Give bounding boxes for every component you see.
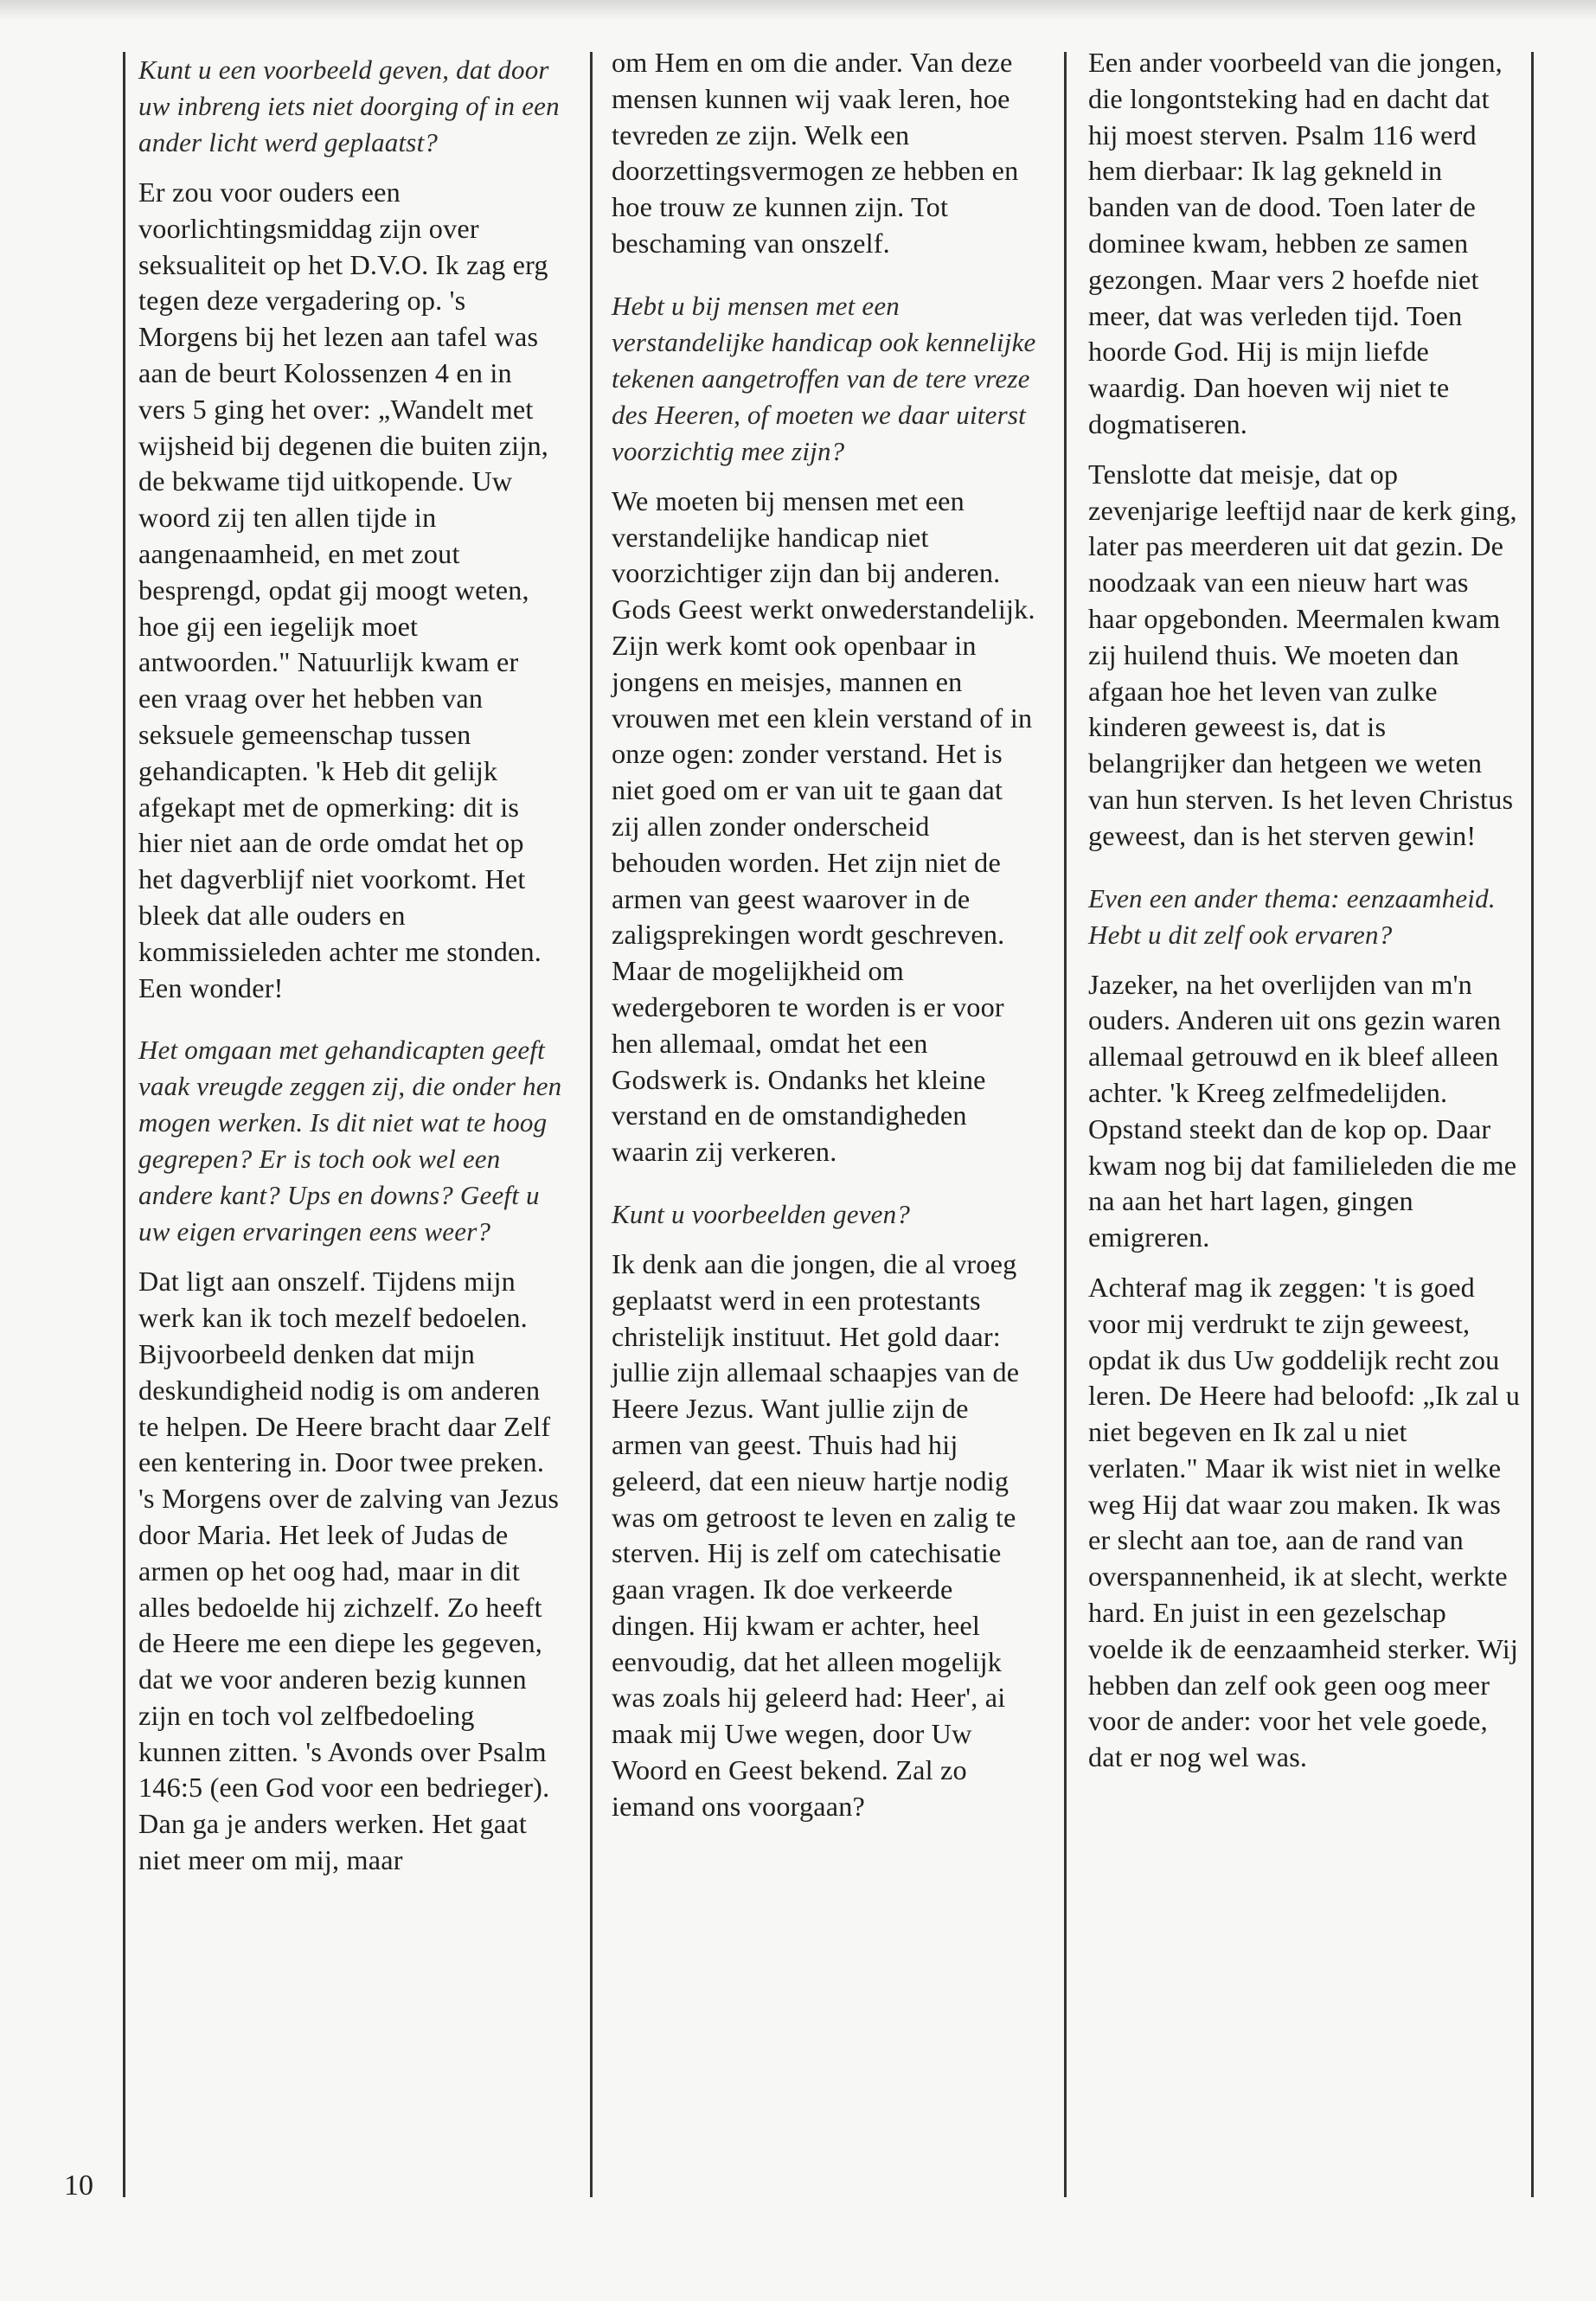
interview-answer: Er zou voor ouders een voorlichtingsmiddag zijn over seksualiteit op het D.V.O. Ik zag erg tegen deze vergadering op. 's Morgens bij het lezen aan tafel was aan de beurt Kolossenzen 4 en in vers 5 ging het over: „Wandelt met wijsheid bij degenen die buiten zijn, de bekwame tijd uitkopende. Uw woord zij ten allen tijde in aangenaamheid, en met zout besprengd, opdat gij moogt weten, hoe gij een iegelijk moet antwoorden." Natuurlijk kwam er een vraag over het hebben van seksuele gemeenschap tussen gehandicapten. 'k Heb dit gelijk afgekapt met de opmerking: dit is hier niet aan de orde omdat het op het dagverblijf niet voorkomt. Het bleek dat alle ouders en kommissieleden achter me stonden. Een wonder!	[138, 176, 549, 1003]
interview-question: Even een ander thema: eenzaamheid. Hebt u dit zelf ook ervaren?	[1088, 882, 1496, 950]
interview-answer: Een ander voorbeeld van die jongen, die longontsteking had en dacht dat hij moest sterven. Psalm 116 werd hem dierbaar: Ik lag gekneld in banden van de dood. Toen later de dominee kwam, hebben ze samen gezongen. Maar vers 2 hoefde niet meer, dat was verleden tijd. Toen hoorde God. Hij is mijn liefde waardig. Dan hoeven wij niet te dogmatiseren.	[1088, 47, 1503, 439]
text-column-2	[612, 45, 1037, 1839]
text-column-3	[1088, 45, 1521, 1790]
interview-answer: Ik denk aan die jongen, die al vroeg geplaatst werd in een protestants christelijk instituut. Het gold daar: jullie zijn allemaal schaapjes van de Heere Jezus. Want jullie zijn de armen van geest. Thuis had hij geleerd, dat een nieuw hartje nodig was om getroost te leven en zalig te sterven. Hij is zelf om catechisatie gaan vragen. Ik doe verkeerde dingen. Hij kwam er achter, heel eenvoudig, dat het alleen mogelijk was zoals hij geleerd had: Heer', ai maak mij Uwe wegen, door Uw Woord en Geest bekend. Zal zo iemand ons voorgaan?	[612, 1247, 1020, 1822]
interview-answer: Dat ligt aan onszelf. Tijdens mijn werk kan ik toch mezelf bedoelen. Bijvoorbeeld denken dat mijn deskundigheid nodig is om anderen te helpen. De Heere bracht daar Zelf een kentering in. Door twee preken. 's Morgens over de zalving van Jezus door Maria. Het leek of Judas de armen op het oog had, maar in dit alles bedoelde hij zichzelf. Zo heeft de Heere me een diepe les gegeven, dat we voor anderen bezig kunnen zijn en toch vol zelfbedoeling kunnen zitten. 's Avonds over Psalm 146:5 (een God voor een bedrieger). Dan ga je anders werken. Het gaat niet meer om mij, maar	[138, 1266, 560, 1876]
interview-answer: om Hem en om die ander. Van deze mensen kunnen wij vaak leren, hoe tevreden ze zijn. Welk een doorzettingsvermogen ze hebben en hoe trouw ze kunnen zijn. Tot beschaming van onszelf.	[612, 47, 1019, 259]
interview-answer: Jazeker, na het overlijden van m'n ouders. Anderen uit ons gezin waren allemaal getrouwd en ik bleef alleen achter. 'k Kreeg zelfmedelijden. Opstand steekt dan de kop op. Daar kwam nog bij dat familieleden die me na aan het hart lagen, gingen emigreren.	[1088, 968, 1517, 1253]
column-rule-right	[1531, 52, 1534, 2197]
text-column-1	[138, 45, 562, 1893]
interview-question: Het omgaan met gehandicapten geeft vaak vreugde zeggen zij, die onder hen mogen werken. Is dit niet wat te hoog gegrepen? Er is toch ook wel een andere kant? Ups en downs? Geeft u uw eigen ervaringen eens weer?	[138, 1035, 562, 1247]
interview-answer: Tenslotte dat meisje, dat op zevenjarige leeftijd naar de kerk ging, later pas meerderen uit dat gezin. De noodzaak van een nieuw hart was haar opgebonden. Meermalen kwam zij huilend thuis. We moeten dan afgaan hoe het leven van zulke kinderen geweest is, dat is belangrijker dan hetgeen we weten van hun sterven. Is het leven Christus geweest, dan is het sterven gewin!	[1088, 458, 1517, 851]
page-number: 10	[64, 2170, 93, 2202]
interview-answer: Achteraf mag ik zeggen: 't is goed voor mij verdrukt te zijn geweest, opdat ik dus Uw goddelijk recht zou leren. De Heere had beloofd: „Ik zal u niet begeven en Ik zal u niet verlaten." Maar ik wist niet in welke weg Hij dat waar zou maken. Ik was er slecht aan toe, aan de rand van overspannenheid, ik at slecht, werkte hard. En juist in een gezelschap voelde ik de eenzaamheid sterker. Wij hebben dan zelf ook geen oog meer voor de ander: voor het vele goede, dat er nog wel was.	[1088, 1271, 1521, 1773]
interview-answer: We moeten bij mensen met een verstandelijke handicap niet voorzichtiger zijn dan bij anderen. Gods Geest werkt onwederstandelijk. Zijn werk komt ook openbaar in jongens en meisjes, mannen en vrouwen met een klein verstand of in onze ogen: zonder verstand. Het is niet goed om er van uit te gaan dat zij allen zonder onderscheid behouden worden. Het zijn niet de armen van geest waarover in de zaligsprekingen wordt geschreven. Maar de mogelijkheid om wedergeboren te worden is er voor hen allemaal, omdat het een Godswerk is. Ondanks het kleine verstand en de omstandigheden waarin zij verkeren.	[612, 484, 1035, 1168]
interview-question: Hebt u bij mensen met een verstandelijke handicap ook kennelijke tekenen aangetroffen van de tere vreze des Heeren, of moeten we daar uiterst voorzichtig mee zijn?	[612, 290, 1036, 466]
column-rule-left	[123, 52, 125, 2197]
column-rule-2	[1064, 52, 1067, 2197]
interview-question: Kunt u voorbeelden geven?	[612, 1198, 911, 1229]
column-rule-1	[590, 52, 593, 2197]
scan-top-shadow	[0, 0, 1596, 21]
interview-question: Kunt u een voorbeeld geven, dat door uw inbreng iets niet doorging of in een ander licht werd geplaatst?	[138, 54, 560, 157]
